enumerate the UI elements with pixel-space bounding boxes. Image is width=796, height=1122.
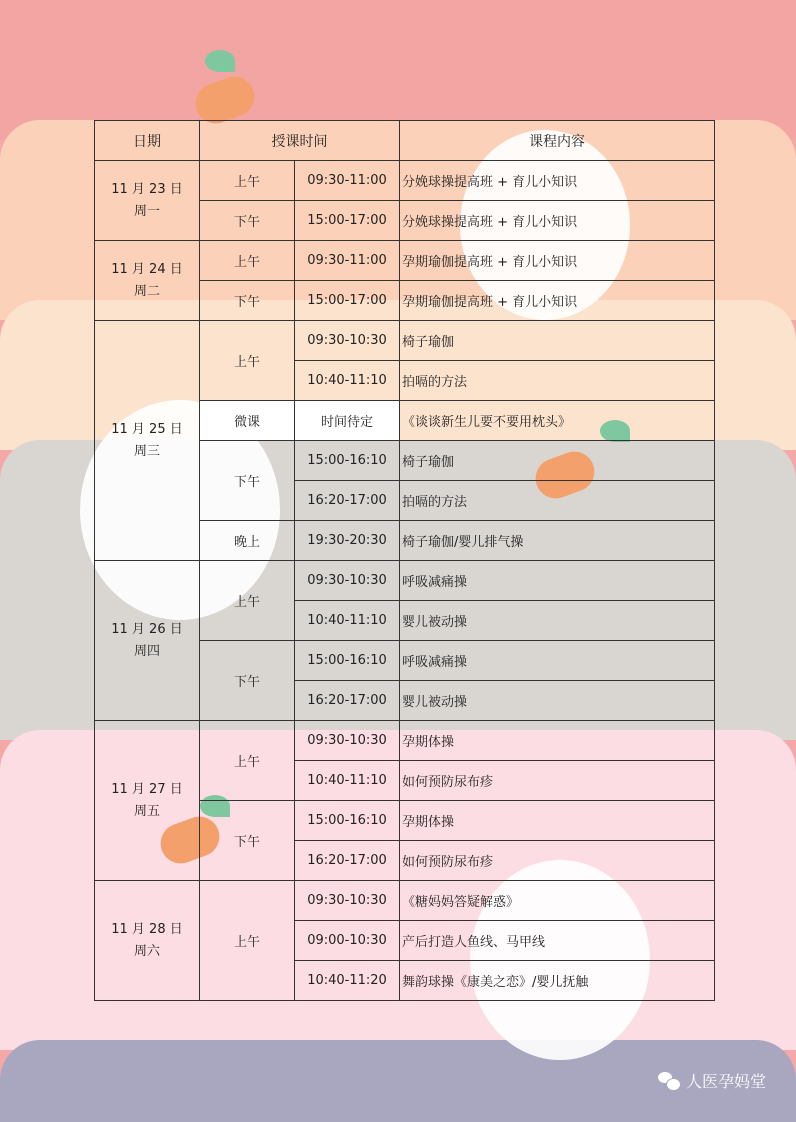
carrot-leaf-illustration [205, 50, 235, 72]
content-cell: 孕期体操 [400, 721, 715, 761]
time-cell: 09:30-10:30 [295, 721, 400, 761]
period-cell: 上午 [200, 561, 295, 641]
content-cell: 《糖妈妈答疑解惑》 [400, 881, 715, 921]
period-cell: 下午 [200, 801, 295, 881]
period-cell: 下午 [200, 201, 295, 241]
content-cell: 孕期瑜伽提高班 + 育儿小知识 [400, 281, 715, 321]
wechat-icon [658, 1072, 680, 1090]
time-cell: 15:00-17:00 [295, 281, 400, 321]
time-cell: 10:40-11:10 [295, 761, 400, 801]
time-cell: 19:30-20:30 [295, 521, 400, 561]
time-cell: 09:00-10:30 [295, 921, 400, 961]
period-cell: 上午 [200, 241, 295, 281]
content-cell: 婴儿被动操 [400, 601, 715, 641]
content-cell: 呼吸减痛操 [400, 561, 715, 601]
time-cell: 16:20-17:00 [295, 481, 400, 521]
date-text: 11 月 24 日 [111, 261, 183, 277]
time-cell: 09:30-11:00 [295, 241, 400, 281]
content-cell: 舞韵球操《康美之恋》/婴儿抚触 [400, 961, 715, 1001]
content-cell: 产后打造人鱼线、马甲线 [400, 921, 715, 961]
weekday-text: 周五 [133, 803, 160, 819]
header-date: 日期 [95, 121, 200, 161]
time-cell: 15:00-16:10 [295, 801, 400, 841]
time-cell: 15:00-16:10 [295, 441, 400, 481]
table-header-row [95, 121, 715, 161]
content-cell: 如何预防尿布疹 [400, 761, 715, 801]
header-time: 授课时间 [200, 121, 400, 161]
time-cell: 时间待定 [295, 401, 400, 441]
table-row [95, 721, 715, 761]
content-cell: 婴儿被动操 [400, 681, 715, 721]
date-cell [95, 881, 200, 1001]
time-cell: 10:40-11:10 [295, 361, 400, 401]
date-cell [95, 241, 200, 321]
table-row [95, 561, 715, 601]
account-name: 人医孕妈堂 [685, 1072, 766, 1091]
period-cell: 晚上 [200, 521, 295, 561]
content-cell: 孕期体操 [400, 801, 715, 841]
weekday-text: 周四 [133, 643, 160, 659]
period-cell: 微课 [200, 401, 295, 441]
content-cell: 椅子瑜伽 [400, 321, 715, 361]
table-row [95, 881, 715, 921]
content-cell: 拍嗝的方法 [400, 481, 715, 521]
weekday-text: 周二 [133, 283, 160, 299]
date-cell [95, 721, 200, 881]
table-body [95, 161, 715, 1001]
time-cell: 15:00-17:00 [295, 201, 400, 241]
content-cell: 拍嗝的方法 [400, 361, 715, 401]
time-cell: 16:20-17:00 [295, 841, 400, 881]
weekday-text: 周六 [133, 943, 160, 959]
time-cell: 10:40-11:10 [295, 601, 400, 641]
time-cell: 15:00-16:10 [295, 641, 400, 681]
footer-account [658, 1069, 766, 1092]
date-text: 11 月 26 日 [111, 621, 183, 637]
time-cell: 09:30-10:30 [295, 881, 400, 921]
period-cell: 下午 [200, 641, 295, 721]
time-cell: 09:30-11:00 [295, 161, 400, 201]
content-cell: 椅子瑜伽/婴儿排气操 [400, 521, 715, 561]
content-cell: 分娩球操提高班 + 育儿小知识 [400, 161, 715, 201]
course-schedule-table [94, 120, 715, 1001]
time-cell: 09:30-10:30 [295, 561, 400, 601]
time-cell: 10:40-11:20 [295, 961, 400, 1001]
date-cell [95, 561, 200, 721]
date-cell [95, 161, 200, 241]
content-cell: 椅子瑜伽 [400, 441, 715, 481]
date-text: 11 月 23 日 [111, 181, 183, 197]
table-row [95, 161, 715, 201]
time-cell: 09:30-10:30 [295, 321, 400, 361]
date-text: 11 月 28 日 [111, 921, 183, 937]
time-cell: 16:20-17:00 [295, 681, 400, 721]
period-cell: 上午 [200, 321, 295, 401]
period-cell: 上午 [200, 721, 295, 801]
period-cell: 下午 [200, 441, 295, 521]
table-row [95, 321, 715, 361]
content-cell: 《谈谈新生儿要不要用枕头》 [400, 401, 715, 441]
weekday-text: 周一 [133, 203, 160, 219]
period-cell: 上午 [200, 161, 295, 201]
date-cell [95, 321, 200, 561]
content-cell: 呼吸减痛操 [400, 641, 715, 681]
weekday-text: 周三 [133, 443, 160, 459]
period-cell: 下午 [200, 281, 295, 321]
background-band-pink [0, 0, 796, 140]
content-cell: 孕期瑜伽提高班 + 育儿小知识 [400, 241, 715, 281]
content-cell: 分娩球操提高班 + 育儿小知识 [400, 201, 715, 241]
date-text: 11 月 25 日 [111, 421, 183, 437]
header-content: 课程内容 [400, 121, 715, 161]
period-cell: 上午 [200, 881, 295, 1001]
content-cell: 如何预防尿布疹 [400, 841, 715, 881]
table-row [95, 241, 715, 281]
date-text: 11 月 27 日 [111, 781, 183, 797]
